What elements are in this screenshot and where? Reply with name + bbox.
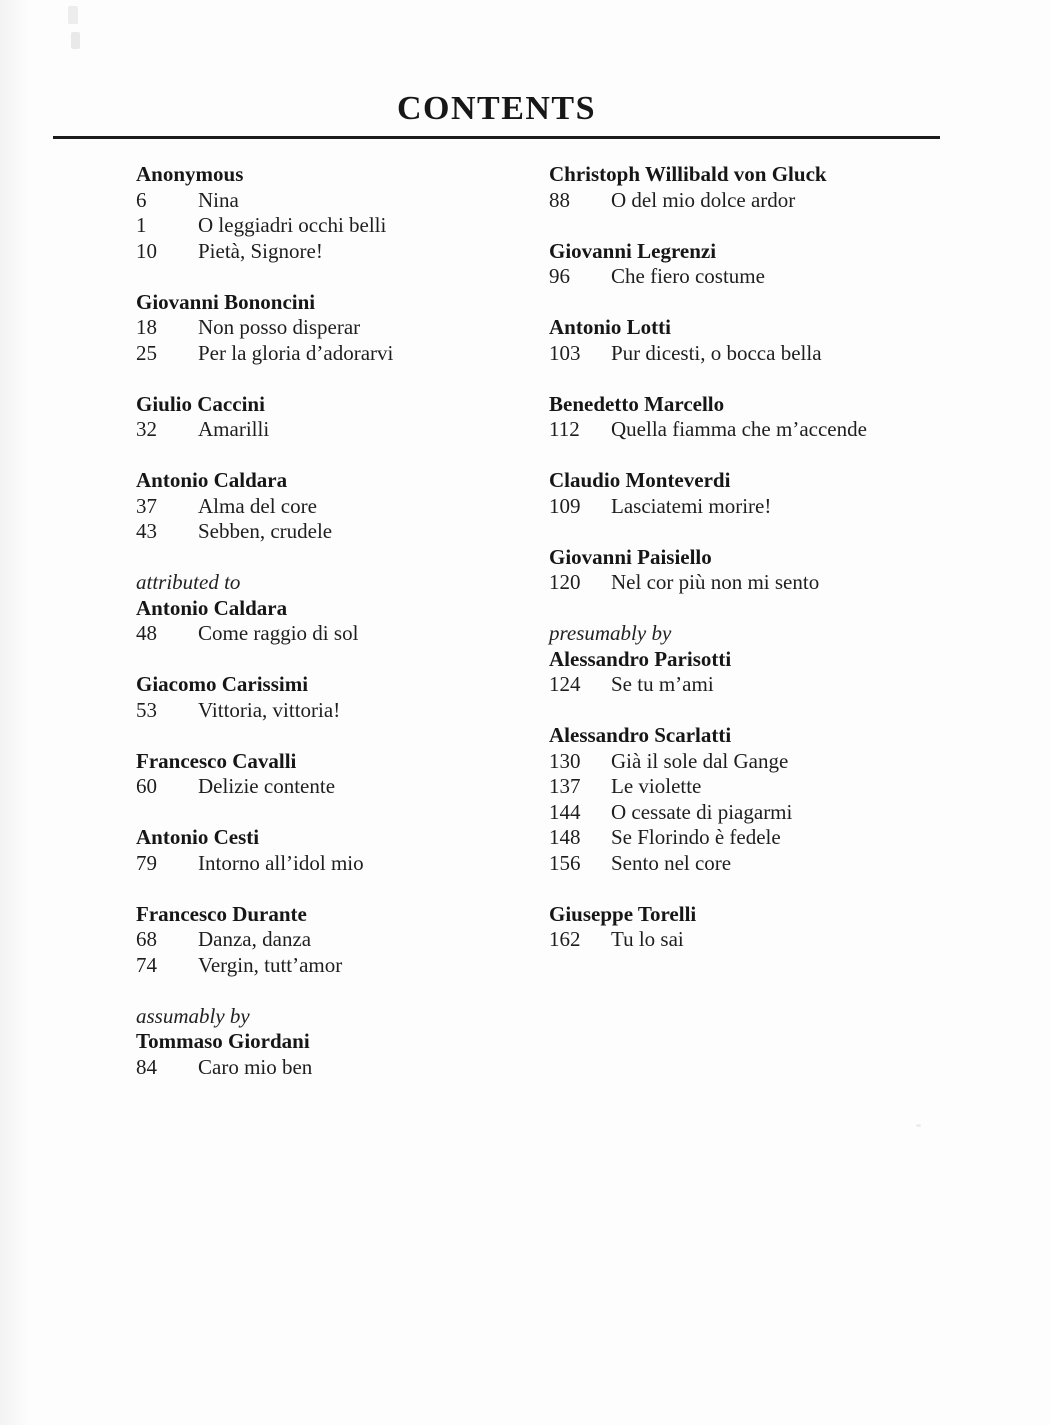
- entry-page-number: 1: [136, 213, 147, 237]
- composer-name: Antonio Caldara: [136, 468, 288, 492]
- composer-section: [549, 723, 1029, 876]
- composer-name: Giuseppe Torelli: [549, 901, 697, 926]
- entry-song-title: Che fiero costume: [611, 264, 765, 288]
- entry-song-title: Lasciatemi morire!: [611, 493, 772, 518]
- toc-entry: [136, 774, 541, 800]
- entry-song-title: Per la gloria d’adorarvi: [198, 340, 394, 365]
- composer-section: [136, 749, 541, 800]
- composer-name: Antonio Cesti: [136, 825, 260, 849]
- entry-song-title: Già il sole dal Gange: [611, 748, 789, 773]
- contents-column-right: [549, 162, 1029, 978]
- entry-page-number: 68: [136, 927, 157, 951]
- toc-entry: [136, 1055, 541, 1081]
- entry-song-title: Sento nel core: [611, 850, 732, 875]
- toc-entry: [549, 264, 1029, 290]
- composer-section: [549, 315, 1029, 366]
- entry-page-number: 6: [136, 187, 147, 212]
- title-divider-rule: [53, 136, 940, 139]
- composer-name: Giovanni Paisiello: [549, 544, 712, 569]
- attribution-note: attributed to: [136, 570, 241, 594]
- entry-page-number: 48: [136, 621, 157, 645]
- attribution-note: presumably by: [549, 621, 672, 645]
- entry-page-number: 148: [549, 825, 581, 849]
- composer-section: [136, 825, 541, 876]
- composer-section: [549, 545, 1029, 596]
- toc-entry: [136, 851, 541, 877]
- composer-name: Claudio Monteverdi: [549, 468, 731, 492]
- page-title: CONTENTS: [396, 90, 597, 127]
- entry-song-title: Nina: [198, 187, 239, 212]
- entry-song-title: Quella fiamma che m’accende: [611, 417, 867, 441]
- composer-name: Antonio Caldara: [136, 595, 288, 620]
- entry-page-number: 84: [136, 1054, 157, 1079]
- toc-entry: [136, 213, 541, 239]
- entry-song-title: Non posso disperar: [198, 315, 361, 339]
- composer-section: [549, 621, 1029, 698]
- composer-name: Alessandro Parisotti: [549, 646, 732, 671]
- entry-song-title: Amarilli: [198, 417, 270, 441]
- contents-column-left: [136, 162, 541, 1106]
- entry-song-title: Pietà, Signore!: [198, 238, 323, 263]
- toc-entry: [549, 800, 1029, 826]
- composer-name: Francesco Durante: [136, 901, 307, 926]
- composer-section: [549, 162, 1029, 213]
- composer-section: [549, 239, 1029, 290]
- toc-entry: [549, 417, 1029, 443]
- entry-song-title: Vergin, tutt’amor: [198, 952, 343, 977]
- composer-name: Anonymous: [136, 162, 244, 186]
- entry-song-title: Tu lo sai: [611, 927, 684, 951]
- composer-section: [136, 162, 541, 264]
- toc-entry: [136, 698, 541, 724]
- entry-song-title: Delizie contente: [198, 774, 336, 798]
- composer-name: Christoph Willibald von Gluck: [549, 162, 827, 186]
- entry-song-title: Se tu m’ami: [611, 672, 714, 696]
- entry-page-number: 112: [549, 417, 580, 441]
- composer-name: Alessandro Scarlatti: [549, 723, 732, 747]
- toc-entry: [136, 341, 541, 367]
- composer-name: Francesco Cavalli: [136, 748, 297, 773]
- toc-entry: [136, 494, 541, 520]
- toc-entry: [136, 953, 541, 979]
- toc-entry: [549, 851, 1029, 877]
- composer-name: Giulio Caccini: [136, 391, 265, 416]
- entry-page-number: 103: [549, 340, 581, 365]
- entry-page-number: 130: [549, 748, 581, 773]
- entry-song-title: Nel cor più non mi sento: [611, 570, 820, 594]
- entry-page-number: 137: [549, 774, 581, 798]
- composer-name: Benedetto Marcello: [549, 391, 725, 416]
- toc-entry: [136, 417, 541, 443]
- entry-page-number: 144: [549, 799, 581, 824]
- entry-song-title: Vittoria, vittoria!: [198, 697, 341, 722]
- entry-page-number: 156: [549, 850, 581, 875]
- composer-name: Giacomo Carissimi: [136, 672, 309, 696]
- entry-page-number: 124: [549, 672, 581, 696]
- attribution-note: assumably by: [136, 1003, 250, 1028]
- toc-entry: [136, 188, 541, 214]
- entry-page-number: 10: [136, 238, 157, 263]
- entry-page-number: 74: [136, 952, 157, 977]
- composer-section: [136, 902, 541, 979]
- entry-song-title: Se Florindo è fedele: [611, 825, 781, 849]
- toc-entry: [549, 494, 1029, 520]
- entry-page-number: 96: [549, 264, 570, 288]
- composer-section: [136, 468, 541, 545]
- toc-entry: [549, 927, 1029, 953]
- composer-name: Giovanni Bononcini: [136, 289, 316, 314]
- scan-smudge: [71, 32, 80, 49]
- entry-page-number: 32: [136, 417, 157, 441]
- toc-entry: [136, 519, 541, 545]
- toc-entry: [549, 188, 1029, 214]
- entry-page-number: 79: [136, 850, 157, 875]
- entry-page-number: 162: [549, 927, 581, 951]
- toc-entry: [549, 825, 1029, 851]
- entry-page-number: 25: [136, 340, 157, 365]
- entry-song-title: Alma del core: [198, 493, 317, 518]
- toc-entry: [136, 315, 541, 341]
- toc-entry: [549, 749, 1029, 775]
- entry-page-number: 88: [549, 187, 570, 212]
- entry-song-title: Pur dicesti, o bocca bella: [611, 340, 822, 365]
- composer-name: Antonio Lotti: [549, 315, 671, 339]
- toc-entry: [136, 239, 541, 265]
- toc-entry: [136, 927, 541, 953]
- toc-entry: [136, 621, 541, 647]
- entry-page-number: 109: [549, 493, 581, 518]
- composer-section: [136, 290, 541, 367]
- composer-name: Tommaso Giordani: [136, 1029, 310, 1053]
- composer-section: [136, 672, 541, 723]
- entry-page-number: 43: [136, 519, 157, 543]
- entry-song-title: Intorno all’idol mio: [198, 850, 364, 875]
- entry-song-title: O leggiadri occhi belli: [198, 213, 387, 237]
- entry-page-number: 37: [136, 493, 157, 518]
- entry-song-title: O del mio dolce ardor: [611, 187, 796, 212]
- entry-song-title: Sebben, crudele: [198, 519, 333, 543]
- scan-edge-shadow: [0, 0, 30, 1425]
- entry-song-title: Come raggio di sol: [198, 621, 359, 645]
- composer-section: [549, 468, 1029, 519]
- entry-page-number: 60: [136, 774, 157, 798]
- composer-section: [549, 392, 1029, 443]
- entry-page-number: 120: [549, 570, 581, 594]
- entry-song-title: O cessate di piagarmi: [611, 799, 793, 824]
- entry-song-title: Caro mio ben: [198, 1054, 313, 1079]
- composer-section: [549, 902, 1029, 953]
- scan-smudge: [68, 6, 78, 24]
- toc-entry: [549, 341, 1029, 367]
- composer-name: Giovanni Legrenzi: [549, 238, 717, 263]
- composer-section: [136, 1004, 541, 1081]
- entry-page-number: 18: [136, 315, 157, 339]
- toc-entry: [549, 774, 1029, 800]
- entry-song-title: Le violette: [611, 774, 702, 798]
- entry-song-title: Danza, danza: [198, 927, 312, 951]
- entry-page-number: 53: [136, 697, 157, 722]
- toc-entry: [549, 672, 1029, 698]
- scan-speck: [916, 1124, 921, 1127]
- composer-section: [136, 570, 541, 647]
- toc-entry: [549, 570, 1029, 596]
- composer-section: [136, 392, 541, 443]
